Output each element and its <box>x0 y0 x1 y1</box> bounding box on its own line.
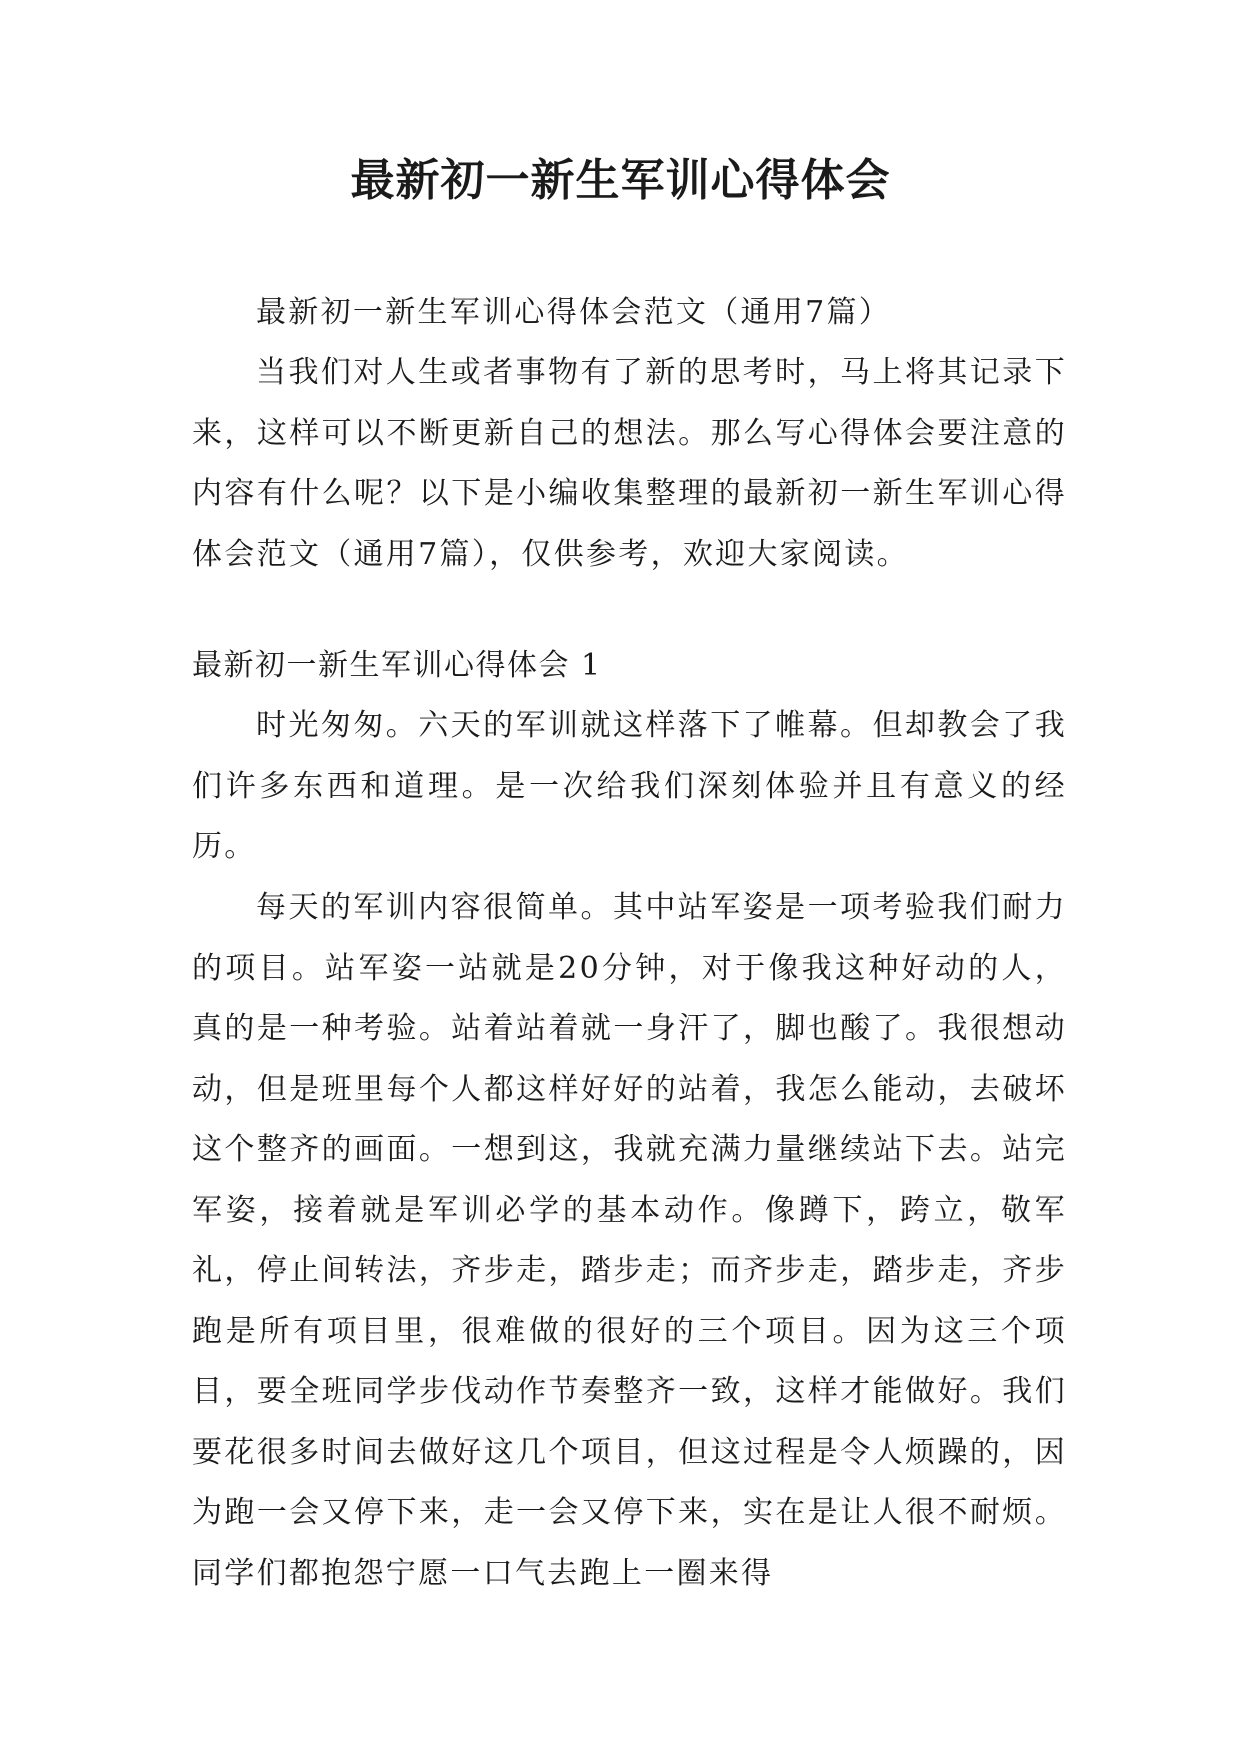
body-paragraph: 时光匆匆。六天的军训就这样落下了帷幕。但却教会了我们许多东西和道理。是一次给我们深刻体验并且有意义的经历。 <box>192 708 1067 864</box>
document-title: 最新初一新生军训心得体会 <box>350 155 891 206</box>
body-paragraph: 每天的军训内容很简单。其中站军姿是一项考验我们耐力的项目。站军姿一站就是20分钟，对于像我这种好动的人，真的是一种考验。站着站着就一身汗了，脚也酸了。我很想动动，但是班里每个人都这样好好的站着，我怎么能动，去破坏这个整齐的画面。一想到这，我就充满力量继续站下去。站完军姿，接着就是军训必学的基本动作。像蹲下，跨立，敬军礼，停止间转法，齐步走，踏步走；而齐步走，踏步走，齐步跑是所有项目里，很难做的很好的三个项目。因为这三个项目，要全班同学步伐动作节奏整齐一致，这样才能做好。我们要花很多时间去做好这几个项目，但这过程是令人烦躁的，因为跑一会又停下来，走一会又停下来，实在是让人很不耐烦。同学们都抱怨宁愿一口气去跑上一圈来得 <box>192 890 1067 1591</box>
intro-paragraph: 当我们对人生或者事物有了新的思考时，马上将其记录下来，这样可以不断更新自己的想法。那么写心得体会要注意的内容有什么呢？以下是小编收集整理的最新初一新生军训心得体会范文（通用7篇），仅供参考，欢迎大家阅读。 <box>192 355 1067 572</box>
document-subtitle: 最新初一新生军训心得体会范文（通用7篇） <box>256 295 892 330</box>
section-heading: 最新初一新生军训心得体会 1 <box>192 648 602 683</box>
